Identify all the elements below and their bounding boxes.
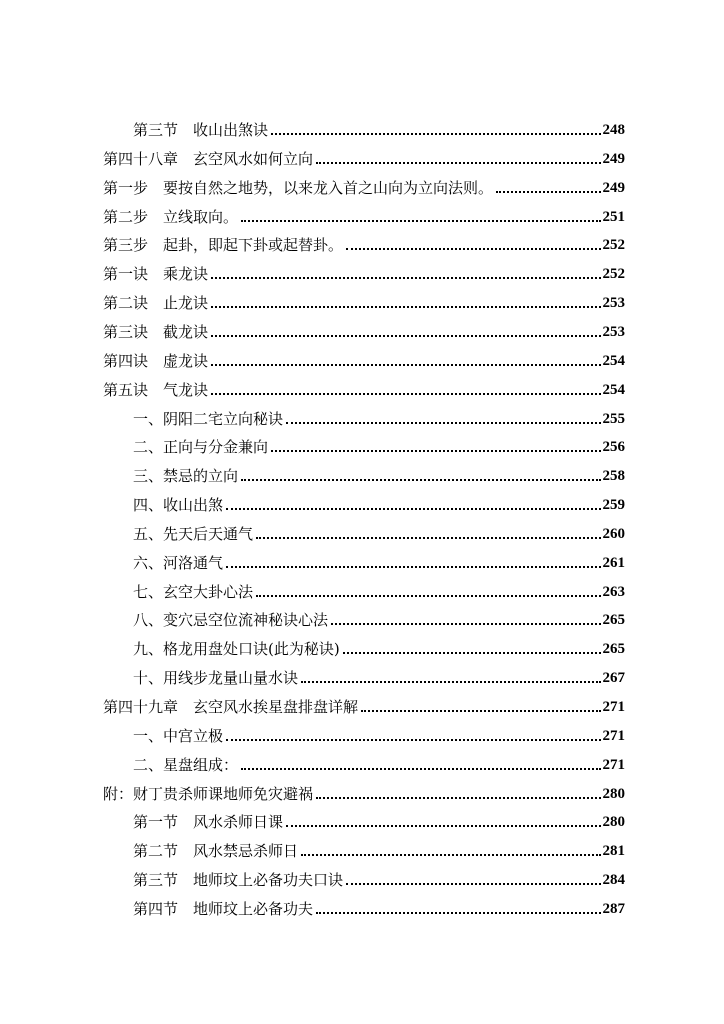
- toc-entry-page-number: 280: [602, 814, 625, 831]
- toc-entry-page-number: 271: [602, 699, 625, 715]
- toc-entry-title: 第四诀 虚龙诀: [103, 351, 209, 370]
- toc-entry: [133, 865, 625, 889]
- toc-entry: [133, 663, 625, 687]
- toc-entry: [133, 894, 625, 918]
- toc-entry: [103, 346, 625, 370]
- toc-entry: [133, 461, 625, 485]
- toc-entry-page-number: 251: [602, 208, 625, 225]
- toc-dot-leader: [316, 911, 600, 914]
- toc-entry-title: 第一节 风水杀师日课: [133, 813, 284, 832]
- toc-entry-page-number: 260: [602, 525, 625, 542]
- toc-entry-page-number: 280: [602, 785, 625, 802]
- toc-entry-title: 第三步 起卦，即起下卦或起替卦。: [103, 236, 344, 255]
- toc-entry-page-number: 258: [602, 468, 625, 485]
- toc-entry-page-number: 259: [602, 497, 625, 514]
- toc-entry-page-number: 254: [602, 381, 625, 398]
- toc-entry-page-number: 287: [602, 900, 625, 917]
- toc-entry: [103, 692, 625, 716]
- toc-entry-title: 七、玄空大卦心法: [133, 582, 254, 601]
- toc-entry-page-number: 261: [602, 554, 625, 571]
- toc-entry-page-number: 271: [602, 756, 625, 773]
- toc-entry-page-number: 265: [602, 641, 625, 658]
- toc-dot-leader: [316, 161, 600, 164]
- toc-entry-page-number: 252: [602, 266, 625, 283]
- toc-dot-leader: [241, 767, 600, 770]
- toc-entry-title: 第二诀 止龙诀: [103, 294, 209, 313]
- toc-entry-title: 第四节 地师坟上必备功夫: [133, 899, 314, 918]
- toc-entry: [103, 317, 625, 341]
- toc-entry-title: 八、变穴忌空位流神秘诀心法: [133, 611, 329, 630]
- toc-entry: [133, 750, 625, 774]
- toc-dot-leader: [286, 421, 600, 424]
- toc-dot-leader: [211, 363, 600, 366]
- toc-dot-leader: [361, 709, 600, 712]
- toc-dot-leader: [316, 796, 600, 799]
- toc-entry-title: 第四十九章 玄空风水挨星盘排盘详解: [103, 698, 359, 716]
- toc-entry-title: 第三节 地师坟上必备功夫口诀: [133, 871, 344, 890]
- toc-entry: [133, 115, 625, 139]
- toc-entry: [133, 577, 625, 601]
- toc-entry-title: 三、禁忌的立向: [133, 467, 239, 486]
- toc-entry: [133, 519, 625, 543]
- toc-entry-page-number: 252: [602, 237, 625, 254]
- toc-dot-leader: [301, 853, 600, 856]
- toc-entry: [103, 173, 625, 197]
- toc-dot-leader: [241, 478, 600, 481]
- toc-entry-page-number: 281: [602, 843, 625, 860]
- toc-entry-page-number: 248: [602, 122, 625, 138]
- toc-entry-title: 四、收山出煞: [133, 496, 224, 515]
- toc-entry: [133, 432, 625, 456]
- toc-entry-page-number: 256: [602, 439, 625, 456]
- toc-entry: [133, 836, 625, 860]
- toc-entry-title: 第三诀 截龙诀: [103, 322, 209, 341]
- toc-dot-leader: [211, 305, 600, 308]
- toc-entry: [103, 779, 625, 803]
- toc-entry: [133, 490, 625, 514]
- toc-dot-leader: [496, 190, 600, 193]
- toc-entry-page-number: 284: [602, 872, 625, 889]
- toc-entry-title: 第四十八章 玄空风水如何立向: [103, 149, 314, 168]
- toc-entry-title: 二、正向与分金兼向: [133, 438, 269, 457]
- toc-dot-leader: [271, 449, 600, 452]
- toc-dot-leader: [226, 565, 600, 568]
- toc-entry: [133, 807, 625, 831]
- toc-entry-title: 一、阴阳二宅立向秘诀: [133, 409, 284, 428]
- toc-entry: [133, 605, 625, 629]
- toc-entry-title: 十、用线步龙量山量水诀: [133, 669, 299, 688]
- toc-entry-page-number: 249: [602, 179, 625, 196]
- toc-entry: [133, 721, 625, 745]
- toc-entry: [103, 259, 625, 283]
- toc-entry-title: 第三节 收山出煞诀: [133, 121, 269, 139]
- toc-entry-title: 附：财丁贵杀师课地师免灾避祸: [103, 784, 314, 803]
- toc-dot-leader: [271, 132, 600, 135]
- toc-entry: [103, 288, 625, 312]
- toc-dot-leader: [346, 882, 600, 885]
- toc-dot-leader: [301, 680, 600, 683]
- toc-dot-leader: [211, 334, 600, 337]
- toc-entry: [103, 202, 625, 226]
- toc-entry: [133, 404, 625, 428]
- toc-dot-leader: [343, 651, 601, 654]
- toc-entry: [103, 375, 625, 399]
- toc-entry-title: 五、先天后天通气: [133, 524, 254, 543]
- toc-entry-title: 第五诀 气龙诀: [103, 380, 209, 399]
- toc-entry: [103, 230, 625, 254]
- toc-dot-leader: [241, 219, 600, 222]
- toc-entry-page-number: 267: [602, 670, 625, 687]
- toc-dot-leader: [256, 536, 600, 539]
- toc-dot-leader: [256, 594, 600, 597]
- toc-dot-leader: [211, 276, 600, 279]
- toc-entry-page-number: 263: [602, 583, 625, 600]
- toc-entry: [133, 634, 625, 658]
- toc-entry-title: 二、星盘组成：: [133, 755, 239, 774]
- toc-entry-title: 六、河洛通气: [133, 553, 224, 572]
- toc-dot-leader: [226, 507, 600, 510]
- toc-entry-title: 第二节 风水禁忌杀师日: [133, 842, 299, 861]
- toc-entry-page-number: 255: [602, 410, 625, 427]
- toc-entry-page-number: 254: [602, 352, 625, 369]
- toc-dot-leader: [211, 392, 600, 395]
- toc-entry: [103, 144, 625, 168]
- toc-dot-leader: [346, 247, 600, 250]
- toc-entry-title: 第一诀 乘龙诀: [103, 265, 209, 284]
- toc-dot-leader: [226, 738, 600, 741]
- toc-entry: [133, 548, 625, 572]
- toc-entry-title: 第二步 立线取向。: [103, 207, 239, 226]
- toc-dot-leader: [331, 622, 600, 625]
- toc-entry-page-number: 271: [602, 727, 625, 744]
- toc-entry-title: 一、中宫立极: [133, 726, 224, 745]
- toc-entry-title: 九、格龙用盘处口诀(此为秘诀): [133, 640, 340, 659]
- toc-dot-leader: [286, 824, 600, 827]
- toc-entry-page-number: 253: [602, 323, 625, 340]
- toc-entry-page-number: 253: [602, 295, 625, 312]
- toc-entry-page-number: 265: [602, 612, 625, 629]
- toc-entry-title: 第一步 要按自然之地势，以来龙入首之山向为立向法则。: [103, 178, 494, 197]
- toc-entry-page-number: 249: [602, 150, 625, 167]
